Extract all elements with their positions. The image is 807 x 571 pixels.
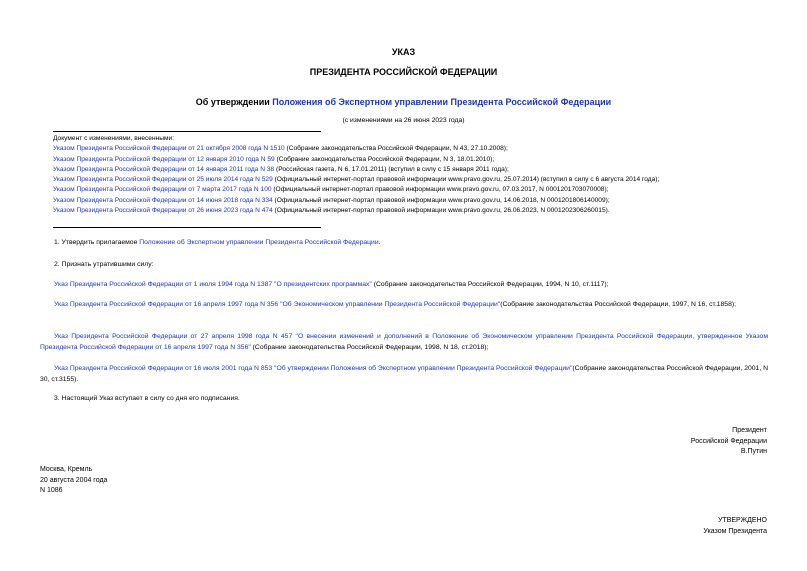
approved-stamp: УТВЕРЖДЕНО [717, 517, 767, 524]
subject-regulation-link[interactable]: Положения об Экспертном управлении Президента Российской Федерации [272, 97, 612, 107]
repealed-decree-link[interactable]: Указ Президента Российской Федерации от 16 апреля 1997 года N 356 "Об Экономическом управлении Президента Российской Федерации" [54, 301, 501, 308]
decree-number: N 1086 [40, 487, 63, 494]
repealed-source: (Собрание законодательства Российской Федерации, 2001, N 30, ст.3155). [40, 365, 769, 383]
approved-block [703, 516, 767, 537]
change-item [53, 206, 783, 216]
change-item [53, 165, 783, 175]
approved-by: Указом Президента [703, 527, 767, 535]
paragraph-1-prefix: 1. Утвердить прилагаемое [54, 239, 140, 246]
repealed-item-1 [40, 280, 768, 291]
signature-office: Российской Федерации [690, 437, 767, 445]
repealed-item-3 [40, 332, 768, 353]
change-source: (Официальный интернет-портал правовой информации www.pravo.gov.ru, 07.03.2017, N 0001201703070008); [271, 186, 609, 194]
decree-title: УКАЗ [391, 47, 416, 57]
amended-note: (с изменениями на 26 июня 2023 года) [342, 117, 465, 124]
change-source: (Официальный интернет-портал правовой информации www.pravo.gov.ru, 25.07.2014) (вступил в силу с 6 августа 2014 года); [272, 176, 660, 184]
change-link[interactable]: Указом Президента Российской Федерации от 21 октября 2008 года N 1510 [53, 145, 285, 153]
changes-top-divider [53, 131, 321, 132]
change-source: (Официальный интернет-портал правовой информации www.pravo.gov.ru, 26.06.2023, N 0001202306260015). [272, 207, 610, 215]
signature-name: В.Путин [740, 448, 767, 455]
change-link[interactable]: Указом Президента Российской Федерации от 14 января 2011 года N 38 [53, 165, 275, 173]
change-link[interactable]: Указом Президента Российской Федерации от 12 января 2010 года N 59 [53, 155, 275, 163]
repealed-decree-link[interactable]: Указ Президента Российской Федерации от 27 апреля 1998 года N 457 "О внесении изменений и дополнений в Положение об Экономическом управлении Президента Российской Федерации, утвержденное Указом Президента Российской Федерации от 16 апреля 1997 года N 356" [40, 333, 768, 351]
regulation-link[interactable]: Положение об Экспертном управлении Президента Российской Федерации [139, 239, 379, 246]
repealed-item-2 [40, 300, 768, 311]
paragraph-1-suffix: . [378, 239, 381, 246]
decree-subject [0, 97, 807, 107]
change-source: (Российская газета, N 6, 17.01.2011) (вступил в силу с 15 января 2011 года); [274, 165, 509, 173]
repealed-source: (Собрание законодательства Российской Федерации, 1994, N 10, ст.1117); [371, 281, 609, 288]
signing-place: Москва, Кремль [40, 466, 93, 473]
changes-intro: Документ с изменениями, внесенными: [53, 135, 175, 142]
repealed-item-4 [40, 364, 768, 385]
paragraph-2: 2. Признать утратившими силу: [54, 261, 154, 268]
change-link[interactable]: Указом Президента Российской Федерации от 25 июля 2014 года N 529 [53, 176, 273, 184]
change-item [53, 155, 783, 165]
change-source: (Собрание законодательства Российской Федерации, N 43, 27.10.2008); [284, 145, 508, 153]
signature-block [691, 426, 767, 458]
change-item [53, 185, 783, 195]
signature-title: Президент [732, 427, 767, 434]
change-source: (Собрание законодательства Российской Федерации, N 3, 18.01.2010); [274, 155, 495, 163]
change-link[interactable]: Указом Президента Российской Федерации от 26 июня 2023 года N 474 [53, 207, 273, 215]
repealed-source: (Собрание законодательства Российской Федерации, 1998, N 18, ст.2018); [250, 343, 489, 351]
signing-date: 20 августа 2004 года [40, 476, 108, 484]
change-link[interactable]: Указом Президента Российской Федерации от 7 марта 2017 года N 100 [53, 186, 272, 194]
paragraph-3: 3. Настоящий Указ вступает в силу со дня его подписания. [54, 395, 240, 402]
subject-prefix: Об утверждении [195, 97, 273, 107]
change-item [53, 196, 783, 206]
change-source: (Официальный интернет-портал правовой информации www.pravo.gov.ru, 14.06.2018, N 0001201806140009); [272, 196, 610, 204]
paragraph-1 [40, 238, 768, 249]
change-item [53, 144, 783, 154]
change-item [53, 175, 783, 185]
change-link[interactable]: Указом Президента Российской Федерации от 14 июня 2018 года N 334 [53, 196, 273, 204]
changes-block [53, 134, 783, 216]
repealed-decree-link[interactable]: Указ Президента Российской Федерации от 1 июля 1994 года N 1387 "О президентских программах" [54, 281, 372, 288]
changes-bottom-divider [53, 227, 321, 228]
repealed-decree-link[interactable]: Указ Президента Российской Федерации от 16 июля 2001 года N 853 "Об утверждении Положения об Экспертном управлении Президента Российской Федерации" [54, 365, 573, 372]
decree-issuer: ПРЕЗИДЕНТА РОССИЙСКОЙ ФЕДЕРАЦИИ [309, 67, 498, 77]
place-date-block [40, 465, 107, 497]
repealed-source: (Собрание законодательства Российской Федерации, 1997, N 16, ст.1858); [500, 301, 736, 308]
